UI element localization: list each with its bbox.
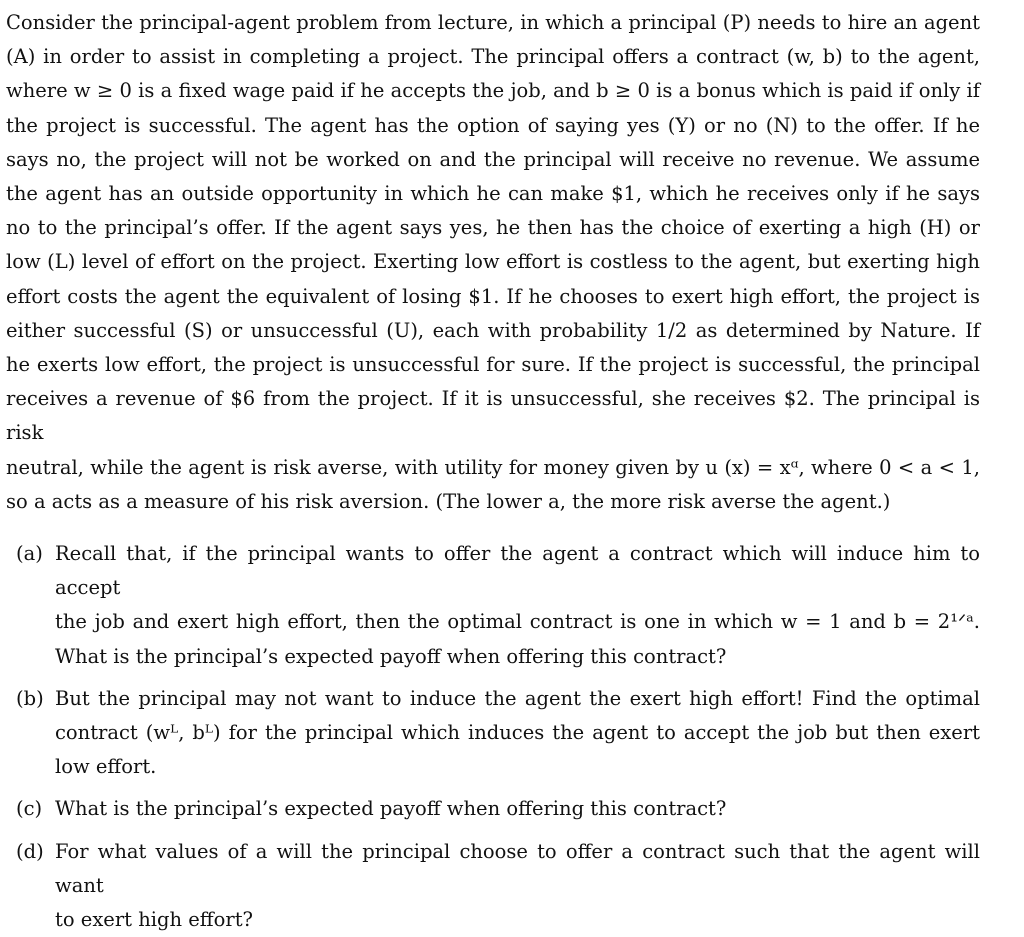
- text-line: neutral, while the agent is risk averse, with utility for money given by u (x) = xᵅ, where 0 < a < 1,: [6, 455, 980, 479]
- question-d: [6, 835, 980, 937]
- text-line: low (L) level of effort on the project. Exerting low effort is costless to the agent, but exerting high: [6, 250, 980, 274]
- question-list: [6, 537, 980, 937]
- question-line: For what values of a will the principal choose to offer a contract such that the agent will want: [55, 839, 980, 897]
- question-line: Recall that, if the principal wants to offer the agent a contract which will induce him to accept: [55, 542, 980, 600]
- question-c: [6, 792, 980, 826]
- text-line: either successful (S) or unsuccessful (U), each with probability 1/2 as determined by Nature. If: [6, 318, 980, 342]
- question-b: [6, 682, 980, 785]
- question-line: low effort.: [55, 755, 157, 779]
- text-line: (A) in order to assist in completing a project. The principal offers a contract (w, b) to the agent,: [6, 45, 980, 69]
- text-line: no to the principal’s offer. If the agent says yes, he then has the choice of exerting a high (H) or: [6, 216, 980, 240]
- question-label: (c): [16, 797, 43, 821]
- question-line: the job and exert high effort, then the optimal contract is one in which w = 1 and b = 2¹ᐟᵃ.: [55, 610, 980, 634]
- question-a: [6, 537, 980, 674]
- text-line: the project is successful. The agent has the option of saying yes (Y) or no (N) to the offer. If he: [6, 113, 980, 137]
- question-line: What is the principal’s expected payoff when offering this contract?: [55, 644, 727, 668]
- problem-statement: [6, 6, 980, 519]
- question-label: (b): [16, 686, 44, 710]
- text-line: says no, the project will not be worked on and the principal will receive no revenue. We assume: [6, 147, 980, 171]
- text-line: effort costs the agent the equivalent of losing $1. If he chooses to exert high effort, the project is: [6, 284, 980, 308]
- text-line: Consider the principal-agent problem from lecture, in which a principal (P) needs to hire an agent: [6, 11, 980, 34]
- question-line: What is the principal’s expected payoff when offering this contract?: [55, 797, 727, 821]
- text-line: receives a revenue of $6 from the project. If it is unsuccessful, she receives $2. The principal is risk: [6, 387, 980, 445]
- question-label: (a): [16, 542, 43, 566]
- question-label: (d): [16, 839, 44, 863]
- question-line: But the principal may not want to induce the agent the exert high effort! Find the optimal: [55, 686, 980, 710]
- text-line: the agent has an outside opportunity in which he can make $1, which he receives only if he says: [6, 182, 980, 206]
- text-line: he exerts low effort, the project is unsuccessful for sure. If the project is successful, the principal: [6, 353, 980, 377]
- text-line: where w ≥ 0 is a fixed wage paid if he accepts the job, and b ≥ 0 is a bonus which is paid if only if: [6, 79, 980, 103]
- text-line: so a acts as a measure of his risk aversion. (The lower a, the more risk averse the agent.): [6, 489, 891, 513]
- question-line: to exert high effort?: [55, 908, 253, 932]
- question-line: contract (wᴸ, bᴸ) for the principal which induces the agent to accept the job but then exert: [55, 721, 980, 745]
